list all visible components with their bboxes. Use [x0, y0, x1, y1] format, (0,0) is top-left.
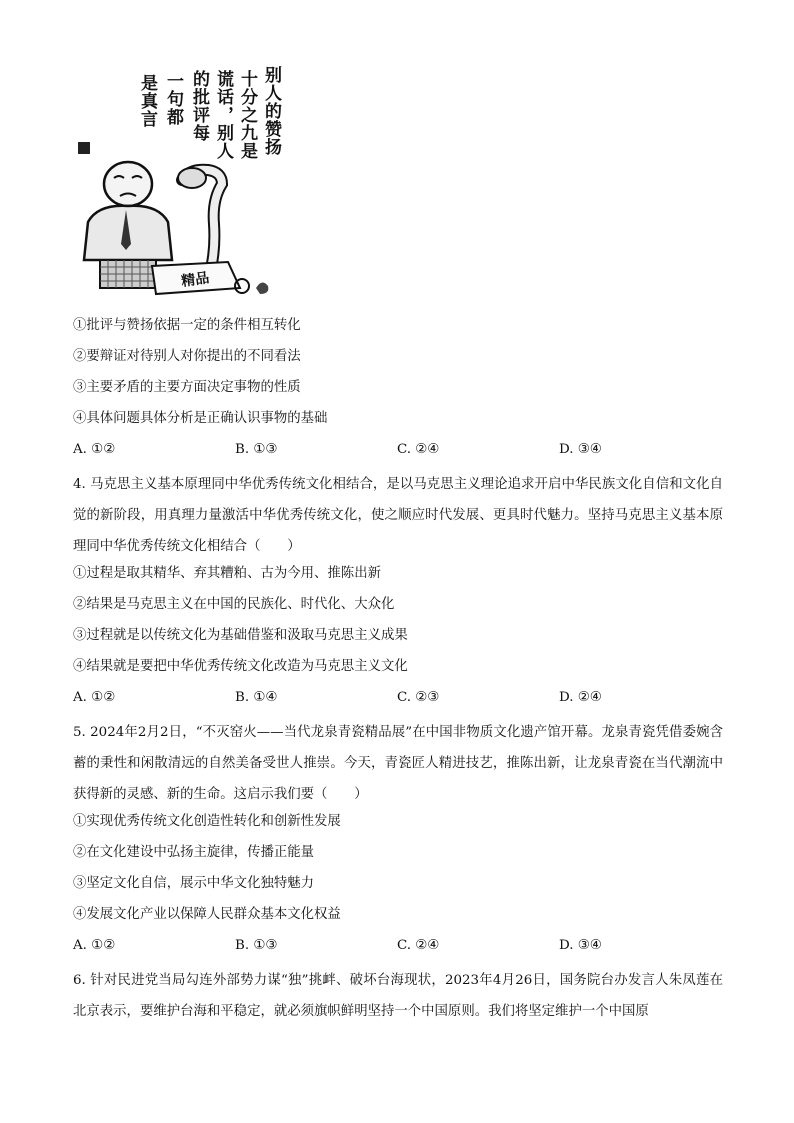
q3-option-c[interactable]: C. ②④ — [397, 442, 440, 457]
q4-option-d[interactable]: D. ②④ — [559, 690, 602, 705]
small-sign-icon — [256, 282, 268, 294]
q4-item-2: ②结果是马克思主义在中国的民族化、时代化、大众化 — [73, 597, 395, 612]
q4-options — [73, 686, 723, 717]
question-content — [73, 314, 723, 1027]
scroll-text: 精品 — [180, 270, 211, 290]
q3-option-d[interactable]: D. ③④ — [559, 442, 602, 457]
q4-option-a[interactable]: A. ①② — [73, 690, 116, 705]
q3-option-b[interactable]: B. ①③ — [235, 442, 278, 457]
q6-stem: 6. 针对民进党当局勾连外部势力谋“独”挑衅、破坏台海现状，2023年4月26日，国务院台办发言人朱凤莲在北京表示，要维护台海和平稳定，就必须旗帜鲜明坚持一个中国原则。我们将坚定维护一个中国原 — [73, 973, 723, 1019]
q4-stem: 4. 马克思主义基本原理同中华优秀传统文化相结合，是以马克思主义理论追求开启中华民族文化自信和文化自觉的新阶段，用真理力量激活中华优秀传统文化，使之顺应时代发展、更具时代魅力。坚持马克思主义基本原理同中华优秀传统文化相结合（ ） — [73, 477, 723, 554]
q3-options — [73, 438, 723, 469]
seal-stamp — [78, 142, 90, 154]
cartoon-text-col-4: 的批评每 — [189, 70, 209, 142]
cartoon-text-col-2: 十分之九是 — [237, 70, 257, 160]
q5-item-3: ③坚定文化自信，展示中华文化独特魅力 — [73, 876, 315, 891]
figure-head — [178, 168, 206, 188]
q5-item-2: ②在文化建设中弘扬主旋律，传播正能量 — [73, 845, 315, 860]
q5-item-4: ④发展文化产业以保障人民群众基本文化权益 — [73, 907, 341, 922]
q3-item-2: ②要辩证对待别人对你提出的不同看法 — [73, 349, 301, 364]
q4-option-b[interactable]: B. ①④ — [235, 690, 278, 705]
cartoon-text-col-3: 谎话，别人 — [213, 70, 233, 160]
man-head — [104, 162, 152, 206]
q5-options — [73, 934, 723, 965]
q4-item-3: ③过程就是以传统文化为基础借鉴和汲取马克思主义成果 — [73, 628, 408, 643]
q4-item-1: ①过程是取其精华、弃其糟粕、古为今用、推陈出新 — [73, 566, 381, 581]
cartoon-text-col-1: 别人的赞扬 — [261, 66, 281, 156]
q3-item-3: ③主要矛盾的主要方面决定事物的性质 — [73, 380, 301, 395]
cartoon-illustration — [70, 62, 280, 302]
q3-option-a[interactable]: A. ①② — [73, 442, 116, 457]
q3-item-1: ①批评与赞扬依据一定的条件相互转化 — [73, 318, 301, 333]
q4-option-c[interactable]: C. ②③ — [397, 690, 440, 705]
q5-option-d[interactable]: D. ③④ — [559, 938, 602, 953]
q5-option-b[interactable]: B. ①③ — [235, 938, 278, 953]
q5-stem: 5. 2024年2月2日，“不灭窑火——当代龙泉青瓷精品展”在中国非物质文化遗产馆开幕。龙泉青瓷凭借委婉含蓄的秉性和闲散清远的自然美备受世人推崇。今天，青瓷匠人精进技艺，推陈出新，让龙泉青瓷在当代潮流中获得新的灵感、新的生命。这启示我们要（ ） — [73, 725, 723, 802]
q5-item-1: ①实现优秀传统文化创造性转化和创新性发展 — [73, 814, 341, 829]
q4-item-4: ④结果就是要把中华优秀传统文化改造为马克思主义文化 — [73, 659, 408, 674]
cartoon-text-col-5: 一句都 — [163, 72, 183, 126]
cartoon-text-col-6: 是真言 — [137, 74, 157, 128]
q3-item-4: ④具体问题具体分析是正确认识事物的基础 — [73, 411, 328, 426]
q5-option-a[interactable]: A. ①② — [73, 938, 116, 953]
q5-option-c[interactable]: C. ②④ — [397, 938, 440, 953]
